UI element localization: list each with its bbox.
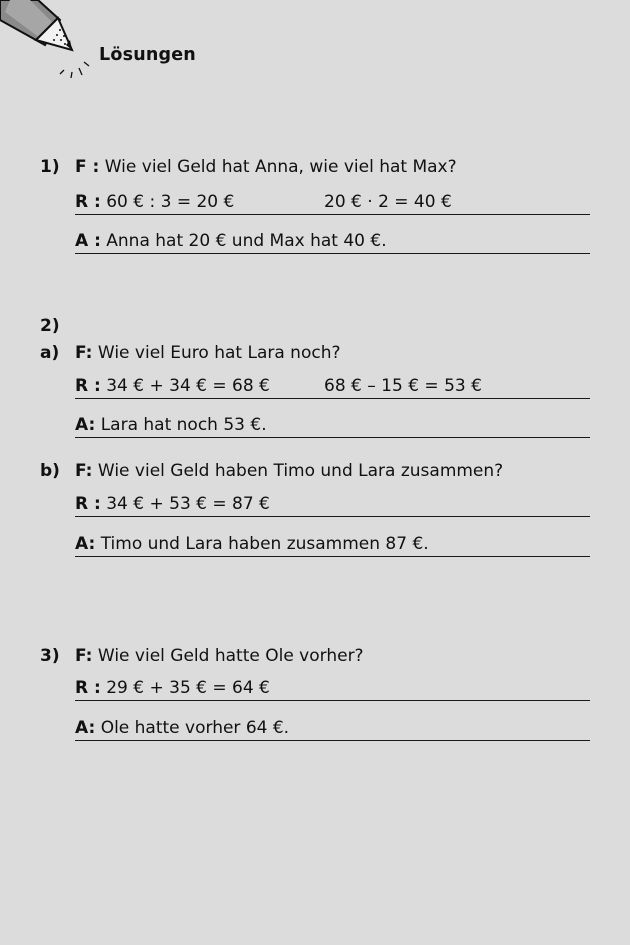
question-text: Wie viel Geld haben Timo und Lara zusammen? xyxy=(97,461,504,481)
calculation-label: R : xyxy=(75,678,101,698)
task-2b-answer-line xyxy=(75,534,590,557)
question-text: Wie viel Euro hat Lara noch? xyxy=(97,343,341,363)
answer-text: Anna hat 20 € und Max hat 40 €. xyxy=(106,231,387,251)
task-3-calculation-line xyxy=(75,678,590,701)
task-2a-number: a) xyxy=(40,343,60,363)
task-2b-number: b) xyxy=(40,461,60,481)
task-2b-question xyxy=(75,461,503,481)
question-label: F: xyxy=(75,343,93,363)
task-3-answer-line xyxy=(75,718,590,741)
calculation-1: 60 € : 3 = 20 € xyxy=(106,192,235,212)
task-1-question xyxy=(75,157,457,177)
calculation-1: 29 € + 35 € = 64 € xyxy=(106,678,270,698)
calculation-2: 20 € · 2 = 40 € xyxy=(324,192,452,212)
answer-label: A: xyxy=(75,415,96,435)
task-2b-calculation-line xyxy=(75,494,590,517)
answer-text: Ole hatte vorher 64 €. xyxy=(100,718,290,738)
calculation-1: 34 € + 53 € = 87 € xyxy=(106,494,270,514)
task-3-question xyxy=(75,646,364,666)
answer-label: A: xyxy=(75,718,96,738)
calculation-1: 34 € + 34 € = 68 € xyxy=(106,376,270,396)
question-label: F : xyxy=(75,157,100,177)
task-3-number: 3) xyxy=(40,646,60,666)
task-1-calculation-line xyxy=(75,192,590,215)
question-label: F: xyxy=(75,461,93,481)
calculation-label: R : xyxy=(75,494,101,514)
answer-label: A : xyxy=(75,231,101,251)
calculation-label: R : xyxy=(75,376,101,396)
answer-text: Lara hat noch 53 €. xyxy=(100,415,267,435)
answer-text: Timo und Lara haben zusammen 87 €. xyxy=(100,534,429,554)
calculation-2: 68 € – 15 € = 53 € xyxy=(324,376,482,396)
question-text: Wie viel Geld hatte Ole vorher? xyxy=(97,646,364,666)
answer-label: A: xyxy=(75,534,96,554)
task-1-answer-line xyxy=(75,231,590,254)
task-2a-answer-line xyxy=(75,415,590,438)
page-title: Lösungen xyxy=(99,45,196,65)
task-2-number: 2) xyxy=(40,316,60,336)
calculation-label: R : xyxy=(75,192,101,212)
task-2a-calculation-line xyxy=(75,376,590,399)
question-label: F: xyxy=(75,646,93,666)
task-1-number: 1) xyxy=(40,157,60,177)
question-text: Wie viel Geld hat Anna, wie viel hat Max? xyxy=(104,157,457,177)
pencil-icon xyxy=(0,0,95,85)
task-2a-question xyxy=(75,343,341,363)
